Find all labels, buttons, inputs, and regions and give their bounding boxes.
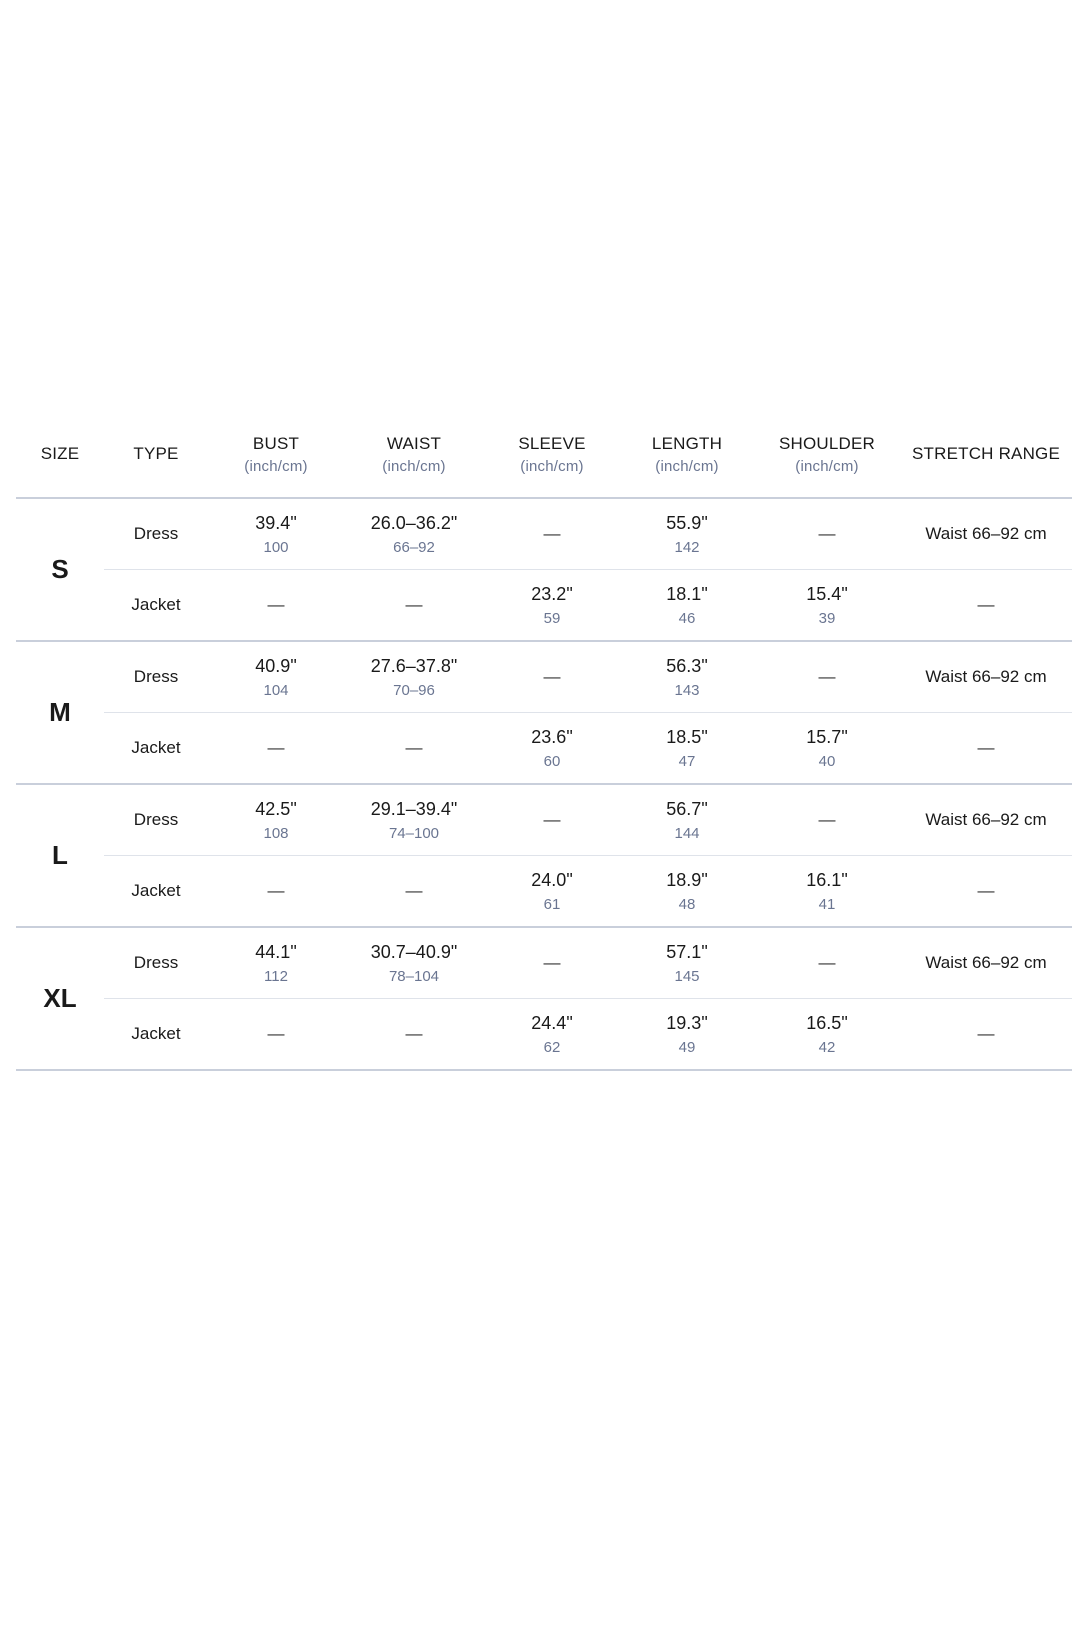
measure-cell-sleeve: [484, 784, 620, 856]
empty-dash: —: [267, 1024, 285, 1043]
size-chart: [16, 411, 1072, 1071]
measure-cell-length: [620, 713, 754, 785]
header-length: [620, 411, 754, 498]
header-size: [16, 411, 104, 498]
empty-dash: —: [818, 810, 836, 829]
measure-inch: 23.2": [531, 583, 573, 604]
measure-cell-bust: [208, 784, 344, 856]
size-label: M: [16, 641, 104, 784]
measure-cell-bust: [208, 713, 344, 785]
measure-cell-length: [620, 856, 754, 928]
measure-cell-length: [620, 999, 754, 1071]
empty-dash: —: [267, 738, 285, 757]
header-waist: [344, 411, 484, 498]
measure-cell-sleeve: [484, 927, 620, 999]
measure-cell-sleeve: [484, 570, 620, 642]
empty-dash: —: [977, 738, 995, 757]
empty-dash: —: [818, 524, 836, 543]
measure-cell-bust: [208, 927, 344, 999]
measure-inch: 40.9": [255, 655, 297, 676]
measure-cell-sleeve: [484, 641, 620, 713]
measure-cm: 47: [678, 752, 696, 770]
header-bust: [208, 411, 344, 498]
header-label: BUST: [252, 433, 300, 453]
measure-cell-sleeve: [484, 498, 620, 570]
table-row: [16, 641, 1072, 713]
measure-cm: 46: [678, 609, 696, 627]
measure-inch: 18.9": [666, 869, 708, 890]
stretch-range-cell: Waist 66–92 cm: [900, 641, 1072, 713]
measure-inch: 26.0–36.2": [370, 512, 458, 533]
measure-inch: 16.1": [806, 869, 848, 890]
measure-inch: 24.4": [531, 1012, 573, 1033]
stretch-range-cell: [900, 999, 1072, 1071]
header-unit: (inch/cm): [382, 457, 446, 475]
empty-dash: —: [543, 524, 561, 543]
measure-cell-shoulder: [754, 570, 900, 642]
measure-cm: 112: [264, 967, 288, 985]
measure-cell-waist: [344, 784, 484, 856]
table-row: [16, 498, 1072, 570]
table-row: [16, 713, 1072, 785]
measure-cell-waist: [344, 856, 484, 928]
header-row: [16, 411, 1072, 498]
measure-cell-length: [620, 641, 754, 713]
table-row: [16, 570, 1072, 642]
empty-dash: —: [405, 881, 423, 900]
measure-inch: 18.1": [666, 583, 708, 604]
measure-cm: 142: [674, 538, 700, 556]
measure-cm: 48: [678, 895, 696, 913]
measure-cm: 144: [674, 824, 700, 842]
empty-dash: —: [977, 1024, 995, 1043]
measure-cell-waist: [344, 498, 484, 570]
empty-dash: —: [267, 881, 285, 900]
stretch-range-cell: [900, 713, 1072, 785]
empty-dash: —: [818, 667, 836, 686]
header-label: SLEEVE: [518, 433, 586, 453]
table-row: [16, 784, 1072, 856]
stretch-range-cell: [900, 856, 1072, 928]
measure-cell-length: [620, 498, 754, 570]
measure-cell-waist: [344, 570, 484, 642]
measure-inch: 18.5": [666, 726, 708, 747]
table-row: [16, 999, 1072, 1071]
measure-inch: 42.5": [255, 798, 297, 819]
garment-type: Dress: [104, 927, 208, 999]
measure-inch: 23.6": [531, 726, 573, 747]
measure-cell-length: [620, 927, 754, 999]
measure-inch: 30.7–40.9": [370, 941, 458, 962]
measure-cm: 62: [543, 1038, 561, 1056]
measure-inch: 15.7": [806, 726, 848, 747]
measure-inch: 56.3": [666, 655, 708, 676]
measure-cell-waist: [344, 999, 484, 1071]
stretch-range-cell: Waist 66–92 cm: [900, 784, 1072, 856]
header-unit: (inch/cm): [655, 457, 719, 475]
measure-inch: 24.0": [531, 869, 573, 890]
table-row: [16, 856, 1072, 928]
measure-cell-length: [620, 784, 754, 856]
measure-cell-bust: [208, 498, 344, 570]
header-label: STRETCH RANGE: [911, 444, 1061, 463]
empty-dash: —: [543, 810, 561, 829]
measure-cm: 143: [674, 681, 700, 699]
header-label: TYPE: [133, 444, 179, 463]
measure-cm: 60: [543, 752, 561, 770]
header-unit: (inch/cm): [795, 457, 859, 475]
empty-dash: —: [405, 1024, 423, 1043]
empty-dash: —: [267, 595, 285, 614]
measure-inch: 19.3": [666, 1012, 708, 1033]
measure-cell-shoulder: [754, 927, 900, 999]
measure-cm: 70–96: [393, 681, 435, 699]
measure-cell-bust: [208, 856, 344, 928]
measure-cm: 61: [543, 895, 561, 913]
measure-cell-shoulder: [754, 784, 900, 856]
measure-cell-sleeve: [484, 856, 620, 928]
garment-type: Dress: [104, 641, 208, 713]
measure-inch: 44.1": [255, 941, 297, 962]
measure-cm: 66–92: [393, 538, 435, 556]
measure-cell-sleeve: [484, 713, 620, 785]
header-label: SHOULDER: [778, 433, 876, 453]
measure-inch: 55.9": [666, 512, 708, 533]
measure-cell-shoulder: [754, 713, 900, 785]
measure-cell-bust: [208, 641, 344, 713]
measure-cell-bust: [208, 570, 344, 642]
stretch-range-cell: Waist 66–92 cm: [900, 498, 1072, 570]
empty-dash: —: [818, 953, 836, 972]
header-stretch-range: [900, 411, 1072, 498]
size-chart-body: [16, 498, 1072, 1070]
measure-cm: 100: [263, 538, 289, 556]
empty-dash: —: [543, 667, 561, 686]
measure-cm: 41: [818, 895, 836, 913]
measure-cm: 49: [678, 1038, 696, 1056]
garment-type: Jacket: [104, 713, 208, 785]
measure-cm: 108: [263, 824, 289, 842]
measure-cell-waist: [344, 641, 484, 713]
measure-cell-waist: [344, 927, 484, 999]
empty-dash: —: [405, 595, 423, 614]
measure-inch: 15.4": [806, 583, 848, 604]
garment-type: Dress: [104, 784, 208, 856]
measure-cm: 145: [674, 967, 700, 985]
measure-cm: 104: [263, 681, 289, 699]
empty-dash: —: [543, 953, 561, 972]
header-unit: (inch/cm): [520, 457, 584, 475]
header-sleeve: [484, 411, 620, 498]
measure-cm: 42: [818, 1038, 836, 1056]
measure-cell-waist: [344, 713, 484, 785]
garment-type: Jacket: [104, 570, 208, 642]
empty-dash: —: [977, 881, 995, 900]
measure-inch: 29.1–39.4": [370, 798, 458, 819]
table-row: [16, 927, 1072, 999]
measure-inch: 39.4": [255, 512, 297, 533]
header-shoulder: [754, 411, 900, 498]
measure-cell-length: [620, 570, 754, 642]
stretch-range-cell: Waist 66–92 cm: [900, 927, 1072, 999]
measure-cell-shoulder: [754, 498, 900, 570]
garment-type: Jacket: [104, 856, 208, 928]
header-type: [104, 411, 208, 498]
empty-dash: —: [405, 738, 423, 757]
size-chart-table: [16, 411, 1072, 1071]
measure-cm: 59: [543, 609, 561, 627]
measure-inch: 56.7": [666, 798, 708, 819]
header-label: LENGTH: [651, 433, 723, 453]
measure-cm: 74–100: [388, 824, 440, 842]
measure-cell-shoulder: [754, 856, 900, 928]
measure-inch: 27.6–37.8": [370, 655, 458, 676]
stretch-range-cell: [900, 570, 1072, 642]
size-label: S: [16, 498, 104, 641]
header-unit: (inch/cm): [244, 457, 308, 475]
measure-cm: 40: [818, 752, 836, 770]
measure-inch: 16.5": [806, 1012, 848, 1033]
size-label: L: [16, 784, 104, 927]
size-label: XL: [16, 927, 104, 1070]
measure-cm: 39: [818, 609, 836, 627]
measure-inch: 57.1": [666, 941, 708, 962]
header-label: WAIST: [386, 433, 442, 453]
empty-dash: —: [977, 595, 995, 614]
header-label: SIZE: [40, 444, 80, 463]
measure-cell-shoulder: [754, 999, 900, 1071]
measure-cell-sleeve: [484, 999, 620, 1071]
measure-cell-shoulder: [754, 641, 900, 713]
garment-type: Jacket: [104, 999, 208, 1071]
garment-type: Dress: [104, 498, 208, 570]
measure-cell-bust: [208, 999, 344, 1071]
measure-cm: 78–104: [388, 967, 440, 985]
